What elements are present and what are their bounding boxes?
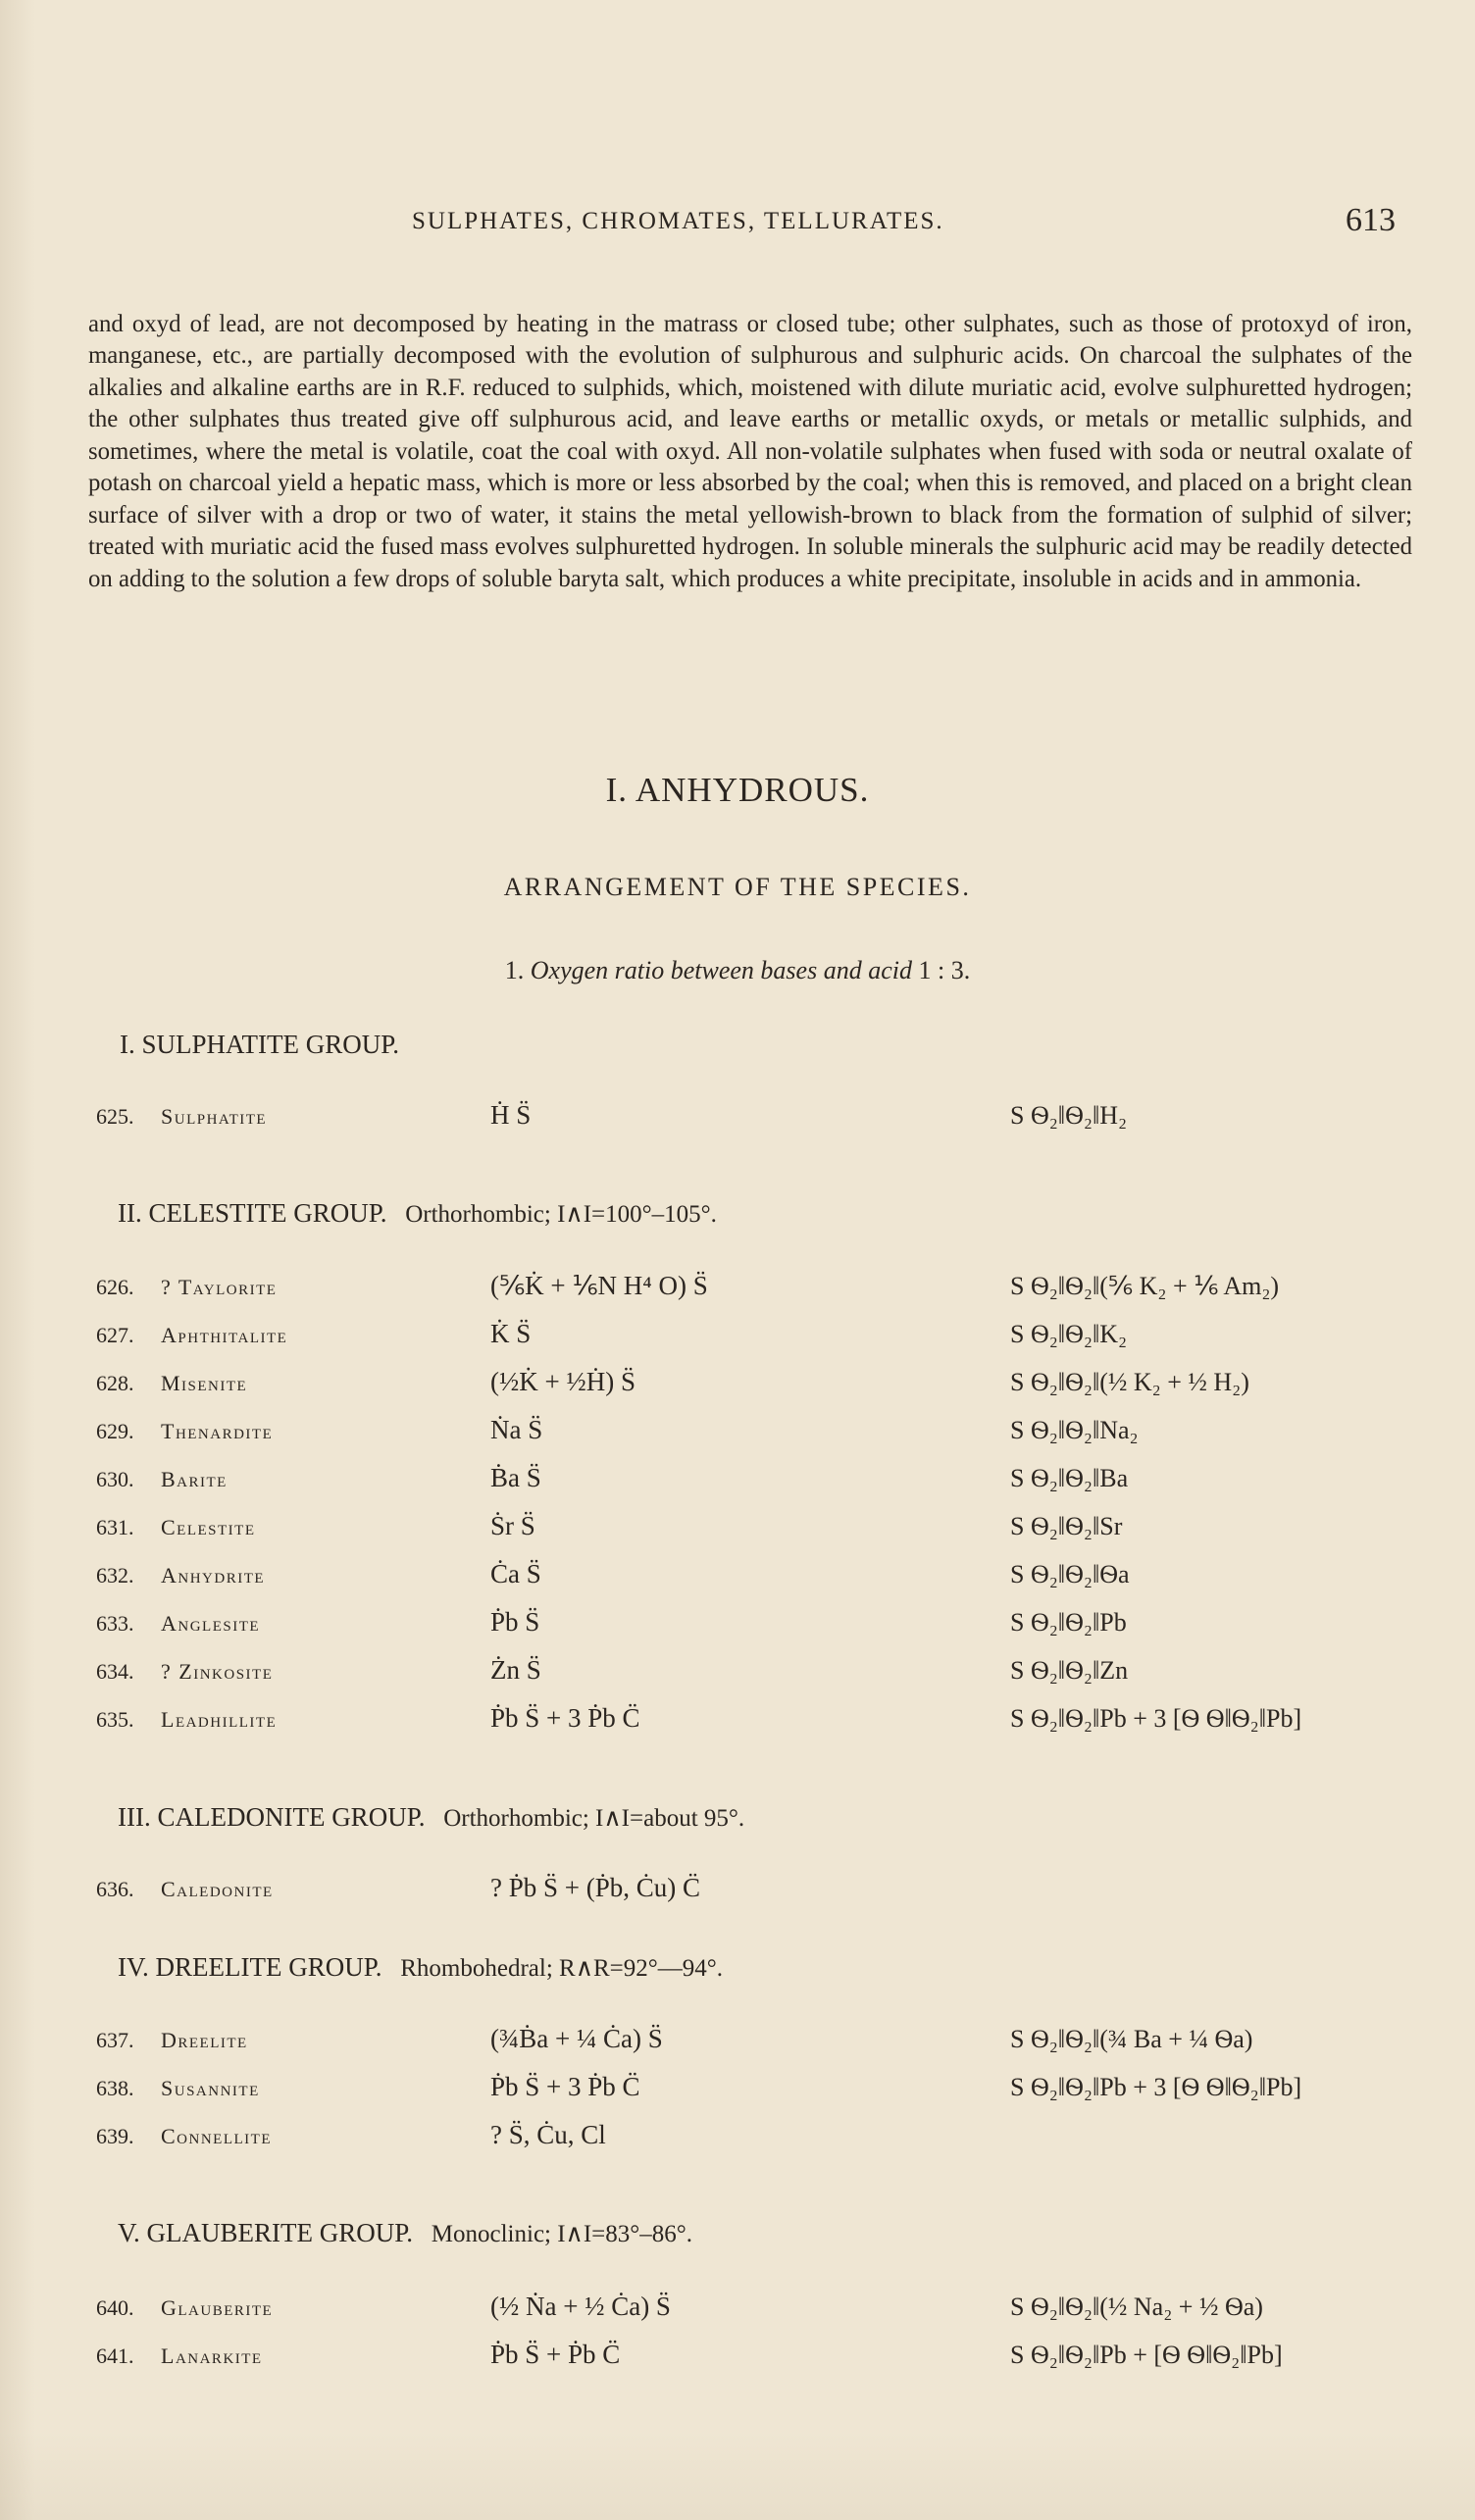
species-name: Celestite: [161, 1515, 256, 1539]
page-number: 613: [1346, 202, 1396, 238]
group-description: Orthorhombic; I∧I=about 95°.: [443, 1805, 745, 1832]
species-name: Thenardite: [161, 1419, 274, 1443]
species-number: 629.: [96, 1419, 134, 1443]
species-row: [0, 1655, 1475, 1688]
species-row: [0, 2340, 1475, 2373]
group-description: Monoclinic; I∧I=83°–86°.: [431, 2221, 693, 2247]
species-name: Anglesite: [161, 1611, 261, 1636]
species-row: [0, 1319, 1475, 1352]
species-name: ? Taylorite: [161, 1275, 278, 1299]
species-row: [0, 1367, 1475, 1400]
species-number: 625.: [96, 1104, 134, 1129]
species-row: [0, 1100, 1475, 1134]
species-row: [0, 2120, 1475, 2153]
species-formula: Ṗb S̈ + 3 Ṗb C̈: [490, 2072, 640, 2101]
species-formula-new: S Ѳ₂‖Ѳ₂‖Ba: [1010, 1464, 1129, 1492]
oxygen-ratio-number: 1.: [504, 956, 525, 984]
group-title: I. SULPHATITE GROUP.: [120, 1030, 400, 1059]
species-formula-new: S Ѳ₂‖Ѳ₂‖Zn: [1010, 1656, 1129, 1685]
species-formula: (½ Ṅa + ½ Ċa) S̈: [490, 2292, 671, 2321]
species-row: [0, 2072, 1475, 2105]
species-formula: ? Ṗb S̈ + (Ṗb, Ċu) C̈: [490, 1873, 701, 1902]
oxygen-ratio-heading: [0, 956, 1475, 985]
species-number: 639.: [96, 2124, 134, 2148]
species-row: [0, 1511, 1475, 1544]
species-name: Misenite: [161, 1371, 248, 1395]
intro-paragraph: and oxyd of lead, are not decomposed by heating in the matrass or closed tube; other sulphates, such as those of protoxyd of iron, manganese, etc., are partially decomposed with the evolution of sulphurous and sulphuric acids. On charcoal the sulphates of the alkalies and alkaline earths are in R.F. reduced to sulphids, which, moistened with dilute muriatic acid, evolve sulphuretted hydrogen; the other sulphates thus treated give off sulphurous acid, and leave earths or metallic oxyds, or metals or metallic sulphids, and sometimes, where the metal is volatile, coat the coal with oxyd. All non-volatile sulphates when fused with soda or neutral oxalate of potash on charcoal yield a hepatic mass, which is more or less absorbed by the coal; when this is removed, and placed on a bright clean surface of silver with a drop or two of water, it stains the metal yellowish-brown to black from the formation of sulphid of silver; treated with muriatic acid the fused mass evolves sulphuretted hydrogen. In soluble minerals the sulphuric acid may be readily detected on adding to the solution a few drops of soluble baryta salt, which produces a white precipitate, insoluble in acids and in ammonia.: [88, 310, 1412, 592]
species-formula-new: S Ѳ₂‖Ѳ₂‖K₂: [1010, 1320, 1128, 1348]
group-heading-caledonite: [118, 1802, 744, 1833]
species-name: Aphthitalite: [161, 1323, 288, 1347]
arrangement-heading: ARRANGEMENT OF THE SPECIES.: [503, 873, 972, 901]
species-formula-new: S Ѳ₂‖Ѳ₂‖Sr: [1010, 1512, 1123, 1540]
species-number: 637.: [96, 2028, 134, 2052]
species-number: 627.: [96, 1323, 134, 1347]
species-number: 635.: [96, 1707, 134, 1732]
species-number: 633.: [96, 1611, 134, 1636]
species-formula: Ḃa S̈: [490, 1463, 541, 1492]
species-name: Susannite: [161, 2076, 260, 2100]
group-title: IV. DREELITE GROUP.: [118, 1952, 382, 1982]
species-formula: Ṗb S̈ + Ṗb C̈: [490, 2340, 621, 2369]
species-formula-new: S Ѳ₂‖Ѳ₂‖Pb + [Ѳ Ѳ‖Ѳ₂‖Pb]: [1010, 2341, 1283, 2369]
species-number: 626.: [96, 1275, 134, 1299]
running-title: SULPHATES, CHROMATES, TELLURATES.: [412, 208, 944, 234]
species-name: Leadhillite: [161, 1707, 278, 1732]
species-formula: (½K̇ + ½Ḣ) S̈: [490, 1367, 636, 1396]
species-number: 636.: [96, 1877, 134, 1901]
species-name: Lanarkite: [161, 2344, 263, 2368]
species-formula-new: S Ѳ₂‖Ѳ₂‖(½ Na₂ + ½ Ѳa): [1010, 2293, 1263, 2321]
species-name: Caledonite: [161, 1877, 274, 1901]
group-heading-celestite: [118, 1198, 717, 1229]
species-formula-new: S Ѳ₂‖Ѳ₂‖(¾ Ba + ¼ Ѳa): [1010, 2025, 1253, 2053]
oxygen-ratio-value: 1 : 3.: [918, 956, 971, 984]
species-formula-new: S Ѳ₂‖Ѳ₂‖Ѳa: [1010, 1560, 1130, 1588]
species-formula: (¾Ḃa + ¼ Ċa) S̈: [490, 2024, 663, 2053]
species-name: Anhydrite: [161, 1563, 266, 1588]
species-number: 632.: [96, 1563, 134, 1588]
species-row: [0, 1415, 1475, 1448]
species-formula: Ṗb S̈ + 3 Ṗb C̈: [490, 1703, 640, 1733]
species-formula-new: S Ѳ₂‖Ѳ₂‖(⅚ K₂ + ⅙ Am₂): [1010, 1272, 1280, 1300]
species-formula: Ċa S̈: [490, 1559, 541, 1588]
species-formula: Ḣ S̈: [490, 1100, 532, 1130]
species-row: [0, 2024, 1475, 2057]
species-row: [0, 1607, 1475, 1640]
species-formula-new: S Ѳ₂‖Ѳ₂‖Pb: [1010, 1608, 1127, 1637]
group-description: Rhombohedral; R∧R=92°—94°.: [400, 1955, 724, 1982]
species-formula-new: S Ѳ₂‖Ѳ₂‖H₂: [1010, 1101, 1128, 1130]
group-description: Orthorhombic; I∧I=100°–105°.: [405, 1201, 717, 1228]
species-row: [0, 1703, 1475, 1737]
species-row: [0, 1559, 1475, 1592]
species-formula: Ṡr S̈: [490, 1511, 535, 1540]
species-row: [0, 1463, 1475, 1496]
species-name: Barite: [161, 1467, 228, 1491]
species-formula: K̇ S̈: [490, 1319, 532, 1348]
species-name: Sulphatite: [161, 1104, 268, 1129]
species-name: ? Zinkosite: [161, 1659, 274, 1684]
species-name: Glauberite: [161, 2295, 274, 2320]
group-title: II. CELESTITE GROUP.: [118, 1198, 387, 1228]
species-formula: Żn S̈: [490, 1655, 541, 1685]
species-number: 634.: [96, 1659, 134, 1684]
species-number: 638.: [96, 2076, 134, 2100]
group-heading-glauberite: [118, 2218, 692, 2248]
species-formula-new: S Ѳ₂‖Ѳ₂‖(½ K₂ + ½ H₂): [1010, 1368, 1249, 1396]
species-row: [0, 1873, 1475, 1906]
oxygen-ratio-label: Oxygen ratio between bases and acid: [530, 956, 912, 984]
group-heading-sulphatite: [120, 1030, 399, 1060]
species-name: Connellite: [161, 2124, 272, 2148]
species-name: Dreelite: [161, 2028, 248, 2052]
species-formula-new: S Ѳ₂‖Ѳ₂‖Pb + 3 [Ѳ Ѳ‖Ѳ₂‖Pb]: [1010, 2073, 1302, 2101]
species-number: 641.: [96, 2344, 134, 2368]
species-formula: (⅚K̇ + ⅙N H⁴ O) S̈: [490, 1271, 708, 1300]
species-formula: Ṗb S̈: [490, 1607, 540, 1637]
group-title: III. CALEDONITE GROUP.: [118, 1802, 426, 1832]
group-title: V. GLAUBERITE GROUP.: [118, 2218, 414, 2247]
running-head: [0, 202, 1475, 247]
section-heading: I. ANHYDROUS.: [605, 771, 870, 809]
species-row: [0, 1271, 1475, 1304]
species-number: 631.: [96, 1515, 134, 1539]
species-formula-new: S Ѳ₂‖Ѳ₂‖Pb + 3 [Ѳ Ѳ‖Ѳ₂‖Pb]: [1010, 1704, 1302, 1733]
species-formula: ? S̈, Ċu, Cl: [490, 2120, 606, 2149]
species-number: 640.: [96, 2295, 134, 2320]
species-number: 628.: [96, 1371, 134, 1395]
species-formula: Ṅa S̈: [490, 1415, 543, 1444]
species-formula-new: S Ѳ₂‖Ѳ₂‖Na₂: [1010, 1416, 1139, 1444]
species-row: [0, 2292, 1475, 2325]
species-number: 630.: [96, 1467, 134, 1491]
group-heading-dreelite: [118, 1952, 723, 1983]
